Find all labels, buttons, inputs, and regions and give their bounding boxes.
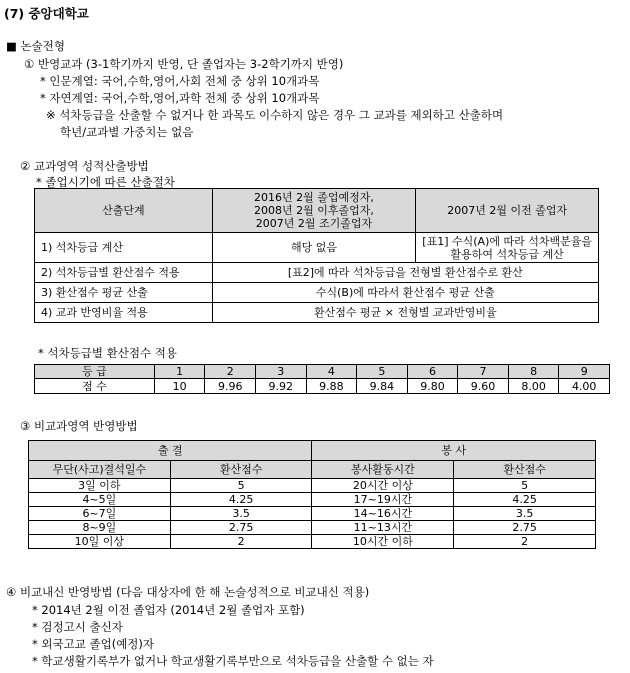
r1-c3-l2: 활용하여 석차등급 계산 — [450, 247, 564, 261]
cell-absent: 3일 이하 — [29, 479, 171, 493]
grade-cell: 9 — [559, 365, 610, 379]
grade-label: 등 급 — [35, 365, 155, 379]
score-cell: 9.96 — [205, 379, 256, 394]
extracurricular-table — [28, 440, 596, 549]
r3-val: 수식(B)에 따라서 환산점수 평균 산출 — [212, 283, 598, 303]
r1-c3 — [416, 233, 599, 263]
cell-absent: 10일 이상 — [29, 535, 171, 549]
score-cell: 10 — [154, 379, 205, 394]
cell-score: 3.5 — [170, 507, 312, 521]
score-cell: 9.92 — [256, 379, 307, 394]
cell-hours: 10시간 이하 — [312, 535, 454, 549]
page-title: (7) 중앙대학교 — [4, 6, 89, 21]
cell-hours: 11~13시간 — [312, 521, 454, 535]
th-col2-l1: 2016년 2월 졸업예정자, — [254, 191, 374, 204]
r3-step: 3) 환산점수 평균 산출 — [35, 283, 213, 303]
r1-step: 1) 석차등급 계산 — [35, 233, 213, 263]
grade-cell: 3 — [256, 365, 307, 379]
th-col2-l2: 2008년 2월 이후졸업자, — [254, 204, 374, 217]
score-cell: 9.84 — [357, 379, 408, 394]
r4-val: 환산점수 평균 × 전형별 교과반영비율 — [212, 303, 598, 323]
s2-sub: * 졸업시기에 따른 산출절차 — [36, 175, 175, 189]
procedure-table — [34, 188, 599, 323]
th-col2 — [212, 189, 416, 233]
cell-score: 2 — [454, 535, 596, 549]
cell-score: 2.75 — [170, 521, 312, 535]
score-cell: 8.00 — [508, 379, 559, 394]
th-step: 산출단계 — [35, 189, 213, 233]
s1-note1: ※ 석차등급을 산출할 수 없거나 한 과목도 이수하지 않은 경우 그 교과를 제외하고 산출하며 — [46, 108, 504, 122]
score-cell: 9.88 — [306, 379, 357, 394]
cell-absent: 8~9일 — [29, 521, 171, 535]
score-cell: 4.00 — [559, 379, 610, 394]
th-col3: 2007년 2월 이전 졸업자 — [416, 189, 599, 233]
th-conv-score-2: 환산점수 — [454, 461, 596, 479]
grade-cell: 1 — [154, 365, 205, 379]
cell-hours: 17~19시간 — [312, 493, 454, 507]
s3-heading: ③ 비교과영역 반영방법 — [20, 419, 138, 433]
grade-cell: 4 — [306, 365, 357, 379]
cell-hours: 20시간 이상 — [312, 479, 454, 493]
score-cell: 9.80 — [407, 379, 458, 394]
grade-title: * 석차등급별 환산점수 적용 — [38, 346, 177, 360]
s2-heading: ② 교과영역 성적산출방법 — [20, 159, 149, 173]
th-attendance: 출 결 — [29, 441, 312, 461]
grade-table — [34, 364, 610, 394]
cell-absent: 4~5일 — [29, 493, 171, 507]
score-cell: 9.60 — [458, 379, 509, 394]
th-col2-l3: 2007년 2월 조기졸업자 — [255, 217, 373, 230]
cell-score: 3.5 — [454, 507, 596, 521]
s4-line3: * 외국고교 졸업(예정)자 — [32, 637, 155, 651]
s1-line1: * 인문계열: 국어,수학,영어,사회 전체 중 상위 10개과목 — [40, 74, 320, 88]
r2-step: 2) 석차등급별 환산점수 적용 — [35, 263, 213, 283]
grade-cell: 6 — [407, 365, 458, 379]
th-volunteer: 봉 사 — [312, 441, 596, 461]
score-label: 점 수 — [35, 379, 155, 394]
s1-line2: * 자연계열: 국어,수학,영어,과학 전체 중 상위 10개과목 — [40, 91, 320, 105]
cell-absent: 6~7일 — [29, 507, 171, 521]
cell-score: 2 — [170, 535, 312, 549]
cell-score: 5 — [454, 479, 596, 493]
cell-score: 4.25 — [170, 493, 312, 507]
s4-line2: * 검정고시 출신자 — [32, 620, 123, 634]
s4-line4: * 학교생활기록부가 없거나 학교생활기록부만으로 석차등급을 산출할 수 없는 자 — [32, 654, 434, 668]
th-volunteer-hours: 봉사활동시간 — [312, 461, 454, 479]
th-conv-score-1: 환산점수 — [170, 461, 312, 479]
s1-heading: ① 반영교과 (3-1학기까지 반영, 단 졸업자는 3-2학기까지 반영) — [24, 57, 344, 71]
cell-score: 2.75 — [454, 521, 596, 535]
cell-score: 5 — [170, 479, 312, 493]
r4-step: 4) 교과 반영비율 적용 — [35, 303, 213, 323]
r1-c3-l1: [표1] 수식(A)에 따라 석차백분율을 — [422, 234, 592, 248]
grade-cell: 5 — [357, 365, 408, 379]
r1-c2: 해당 없음 — [212, 233, 416, 263]
grade-cell: 7 — [458, 365, 509, 379]
r2-val: [표2]에 따라 석차등급을 전형별 환산점수로 환산 — [212, 263, 598, 283]
cell-score: 4.25 — [454, 493, 596, 507]
th-absent-days: 무단(사고)결석일수 — [29, 461, 171, 479]
s1-note2: 학년/교과별 가중치는 없음 — [60, 125, 194, 139]
section-head: ■ 논술전형 — [6, 39, 65, 53]
cell-hours: 14~16시간 — [312, 507, 454, 521]
s4-heading: ④ 비교내신 반영방법 (다음 대상자에 한 해 논술성적으로 비교내신 적용) — [6, 585, 370, 599]
grade-cell: 8 — [508, 365, 559, 379]
s4-line1: * 2014년 2월 이전 졸업자 (2014년 2월 졸업자 포함) — [32, 603, 305, 617]
grade-cell: 2 — [205, 365, 256, 379]
